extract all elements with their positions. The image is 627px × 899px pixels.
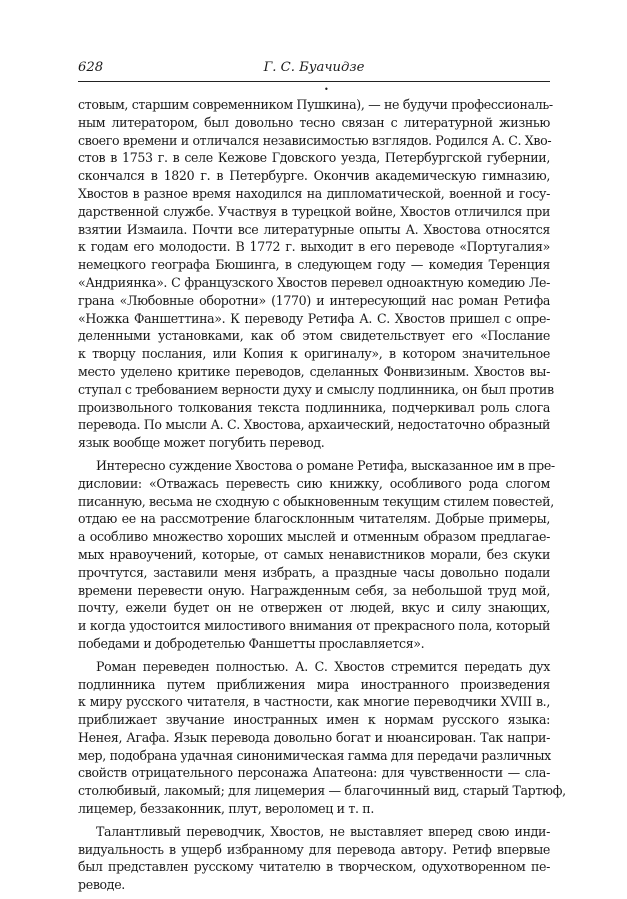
text-line: победами и добродетелью Фаншетты прославляется». (78, 635, 425, 651)
text-line: мер, подобрана удачная синонимическая гамма для передачи различных (78, 747, 551, 763)
header-rule (78, 81, 550, 82)
text-line: деленными установками, как об этом свидетельствует его «Послание (78, 328, 550, 344)
body-text (78, 96, 566, 899)
paragraph (78, 457, 555, 653)
text-line: отдаю ее на рассмотрение благосклонным читателям. Добрые примеры, (78, 511, 550, 527)
text-line: писанную, весьма не сходную с обыкновенным текущим стилем повестей, (78, 493, 554, 509)
text-line: к миру русского читателя, в частности, как многие переводчики XVIII в., (78, 694, 550, 710)
paragraph (78, 96, 554, 452)
text-line: и когда удостоится милостивого внимания от прекрасного пола, который (78, 618, 550, 634)
text-line: подлинника путем приближения мира иностранного произведения (78, 676, 550, 692)
paragraph (78, 823, 550, 894)
text-line: свойств отрицательного персонажа Апатеона: для чувственности — сла- (78, 765, 550, 781)
text-line: произвольного толкования текста подлинника, подчеркивал роль слога (78, 399, 550, 415)
text-line: Роман переведен полностью. А. С. Хвостов стремится передать дух (96, 658, 550, 674)
text-line: Интересно суждение Хвостова о романе Ретифа, высказанное им в пре- (96, 457, 555, 473)
text-line: ступал с требованием верности духу и смыслу подлинника, он был против (78, 381, 554, 397)
text-line: почту, ежели будет он не отвержен от людей, вкус и силу знающих, (78, 600, 550, 616)
ornament-dot: • (324, 85, 329, 94)
text-line: а особливо множество хороших мыслей и отменным образом предлагае- (78, 529, 550, 545)
text-line: «Ножка Фаншеттина». К переводу Ретифа А. С. Хвостов пришел с опре- (78, 310, 550, 326)
running-head: Г. С. Буачидзе (263, 60, 365, 75)
text-line: немецкого географа Бюшинга, в следующем году — комедия Теренция (78, 257, 550, 273)
text-line: реводе. (78, 877, 125, 893)
text-line: Ненея, Агафа. Язык перевода довольно богат и нюансирован. Так напри- (78, 729, 550, 745)
text-line: лицемер, беззаконник, плут, вероломец и т. п. (78, 801, 374, 817)
text-line: времени перевести оную. Награжденным себя, за небольшой труд мой, (78, 582, 550, 598)
text-line: к годам его молодости. В 1772 г. выходит в его переводе «Португалия» (78, 239, 550, 255)
text-line: «Андриянка». С французского Хвостов перевел одноактную комедию Ле- (78, 274, 550, 290)
text-line: был представлен русскому читателю в творческом, одухотворенном пе- (78, 859, 550, 875)
text-line: приближает звучание иностранных имен к нормам русского языка: (78, 712, 550, 728)
text-line: место уделено критике переводов, сделанных Фонвизиным. Хвостов вы- (78, 363, 550, 379)
text-line: прочтутся, заставили меня избрать, а праздные часы довольно подали (78, 564, 550, 580)
text-line: Хвостов в разное время находился на дипломатической, военной и госу- (78, 185, 550, 201)
text-line: перевода. По мысли А. С. Хвостова, архаический, недостаточно образный (78, 417, 551, 433)
text-line: стовым, старшим современником Пушкина), — не будучи профессиональ- (78, 97, 553, 112)
text-line: ным литератором, был довольно тесно связан с литературной жизнью (78, 114, 550, 130)
text-line: грана «Любовные оборотни» (1770) и интересующий нас роман Ретифа (78, 292, 550, 308)
text-line: скончался в 1820 г. в Петербурге. Окончив академическую гимназию, (78, 168, 550, 184)
text-line: дарственной службе. Участвуя в турецкой войне, Хвостов отличился при (78, 203, 550, 219)
text-line: дисловии: «Отважась перевесть сию книжку, особливого рода слогом (78, 475, 550, 491)
paragraph (78, 658, 566, 818)
text-line: к творцу послания, или Копия к оригиналу», в котором значительное (78, 346, 550, 362)
page-header (78, 60, 550, 80)
text-line: мых нравоучений, которые, от самых ненавистников морали, без скуки (78, 546, 550, 562)
text-line: Талантливый переводчик, Хвостов, не выставляет вперед свою инди- (96, 823, 550, 839)
text-line: своего времени и отличался независимостью взглядов. Родился А. С. Хво- (78, 132, 552, 148)
text-line: видуальность в ущерб избранному для перевода автору. Ретиф впервые (78, 841, 550, 857)
text-line: стов в 1753 г. в селе Кежове Гдовского уезда, Петербургской губернии, (78, 150, 550, 166)
text-line: взятии Измаила. Почти все литературные опыты А. Хвостова относятся (78, 221, 550, 237)
text-line: язык вообще может погубить перевод. (78, 435, 325, 451)
text-line: столюбивый, лакомый; для лицемерия — благочинный вид, старый Тартюф, (78, 783, 566, 799)
page-number: 628 (78, 60, 104, 75)
